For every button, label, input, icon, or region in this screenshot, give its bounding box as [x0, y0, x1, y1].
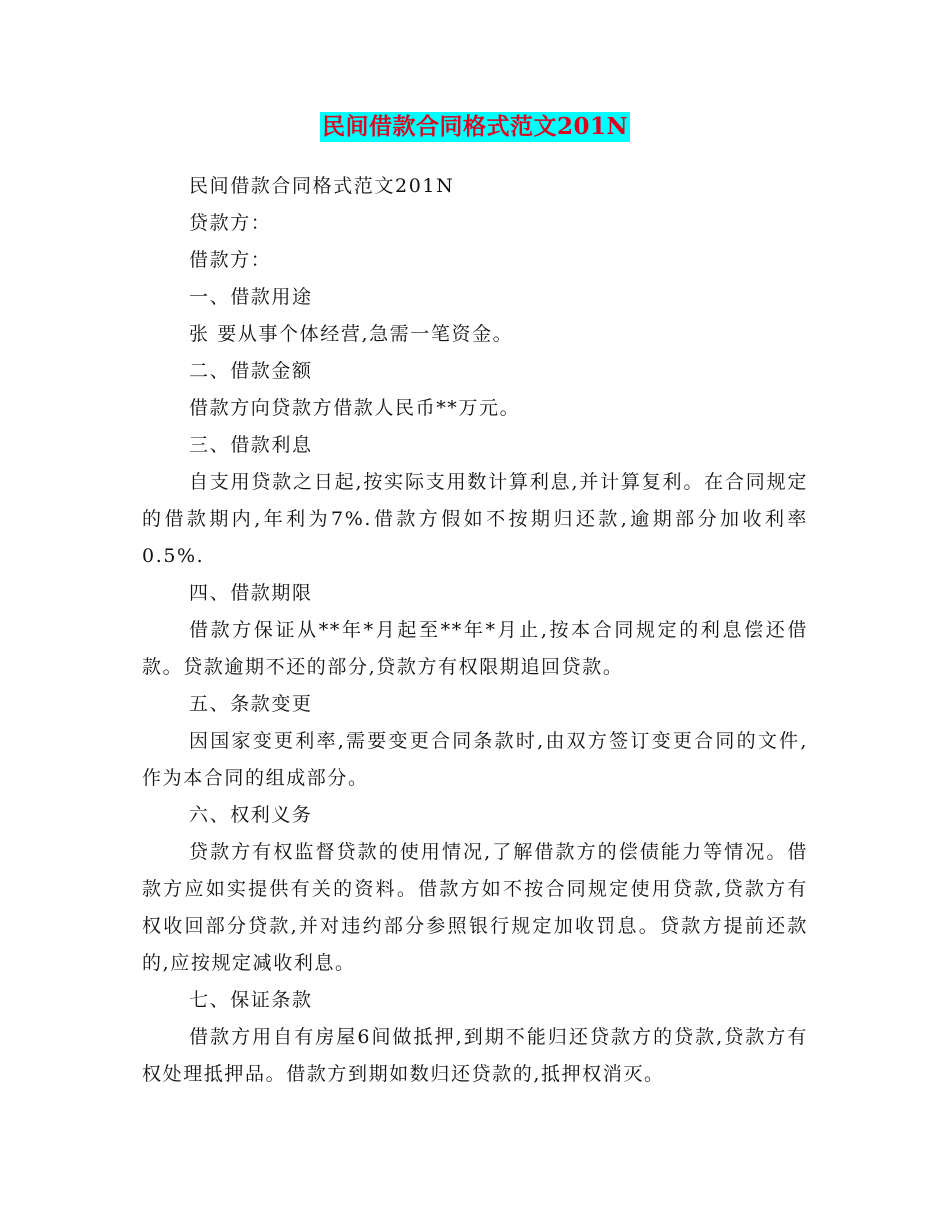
borrower-line: 借款方： — [189, 249, 272, 271]
section-text-change: 因国家变更利率,需要变更合同条款时,由双方签订变更合同的文件,作为本合同的组成部分。 — [142, 730, 808, 789]
section-text-term: 借款方保证从**年*月起至**年*月止,按本合同规定的利息偿还借款。贷款逾期不还的部分,贷款方有权限期追回贷款。 — [142, 619, 808, 678]
section-heading-change: 五、条款变更 — [189, 693, 313, 715]
section-text-interest: 自支用贷款之日起,按实际支用数计算利息,并计算复利。在合同规定的借款期内,年利为7%.借款方假如不按期归还款,逾期部分加收利率0.5%. — [142, 471, 808, 567]
section-heading-amount: 二、借款金额 — [189, 360, 313, 382]
lender-line: 贷款方： — [189, 212, 272, 234]
intro-title-line: 民间借款合同格式范文201N — [189, 175, 455, 197]
section-heading-rights: 六、权利义务 — [189, 804, 313, 826]
section-text-rights: 贷款方有权监督贷款的使用情况,了解借款方的偿债能力等情况。借款方应如实提供有关的资料。借款方如不按合同规定使用贷款,贷款方有权收回部分贷款,并对违约部分参照银行规定加收罚息。贷款方提前还款的,应按规定减收利息。 — [142, 841, 808, 974]
title-container — [0, 112, 950, 142]
section-text-guarantee: 借款方用自有房屋6间做抵押,到期不能归还贷款方的贷款,贷款方有权处理抵押品。借款方到期如数归还贷款的,抵押权消灭。 — [142, 1026, 808, 1085]
section-heading-interest: 三、借款利息 — [189, 434, 313, 456]
section-text-purpose: 张 要从事个体经营,急需一笔资金。 — [189, 323, 514, 345]
section-heading-guarantee: 七、保证条款 — [189, 989, 313, 1011]
document-title: 民间借款合同格式范文201N — [321, 113, 629, 140]
document-body — [142, 168, 808, 1093]
section-text-amount: 借款方向贷款方借款人民币**万元。 — [189, 397, 521, 419]
section-heading-purpose: 一、借款用途 — [189, 286, 313, 308]
section-heading-term: 四、借款期限 — [189, 582, 313, 604]
